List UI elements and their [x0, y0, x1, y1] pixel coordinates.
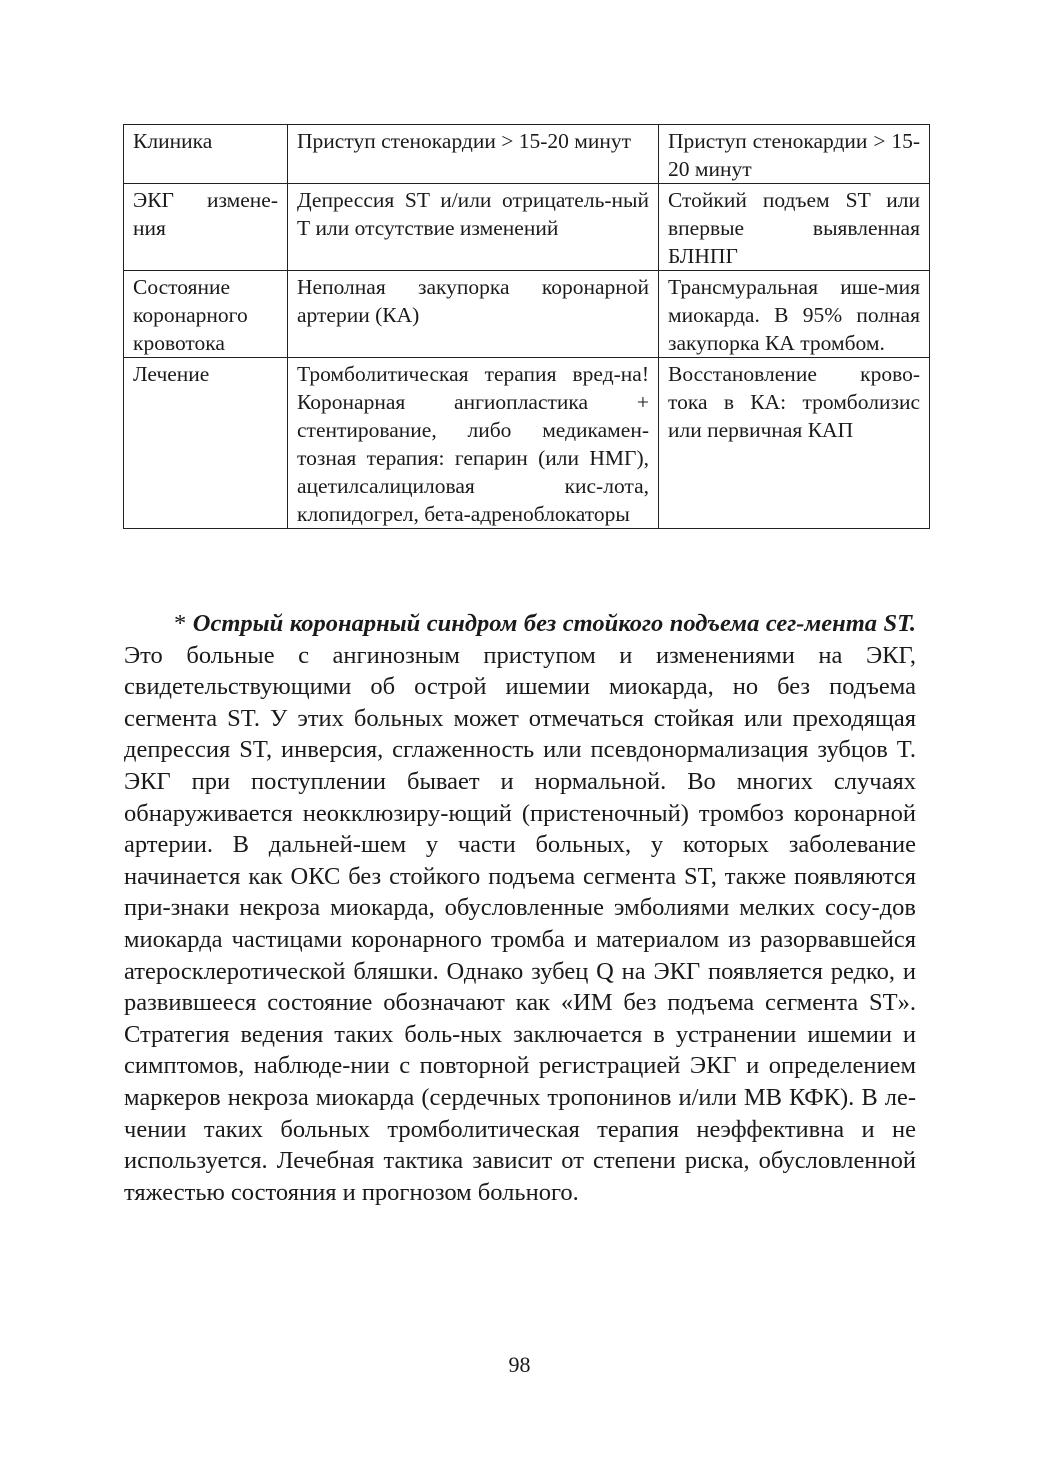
- table-cell: Неполная закупорка коронарной артерии (КА): [288, 271, 659, 358]
- table-row: [124, 184, 930, 271]
- table-cell: Приступ стенокардии > 15-20 минут: [659, 125, 930, 184]
- paragraph-text: Это больные с ангинозным приступом и изменениями на ЭКГ, свидетельствующими об острой ишемии миокарда, но без подъема сегмента ST. У этих больных может отмечаться стойкая или преходящая депрессия ST, инверсия, сглаженность или псевдонормализация зубцов T. ЭКГ при поступлении бывает и нормальной. Во многих случаях обнаруживается неокклюзиру-ющий (пристеночный) тромбоз коронарной артерии. В дальней-шем у части больных, у которых заболевание начинается как ОКС без стойкого подъема сегмента ST, также появляются при-знаки некроза миокарда, обусловленные эмболиями мелких сосу-дов миокарда частицами коронарного тромба и материалом из разорвавшейся атеросклеротической бляшки. Однако зубец Q на ЭКГ появляется редко, и развившееся состояние обозначают как «ИМ без подъема сегмента ST». Стратегия ведения таких боль-ных заключается в устранении ишемии и симптомов, наблюде-нии с повторной регистрацией ЭКГ и определением маркеров некроза миокарда (сердечных тропонинов и/или МВ КФК). В ле-чении таких больных тромболитическая терапия неэффективна и не используется. Лечебная тактика зависит от степени риска, обусловленной тяжестью состояния и прогнозом больного.: [124, 641, 916, 1206]
- table-row: [124, 358, 930, 529]
- row-label-cell: ЭКГ измене-ния: [124, 184, 288, 271]
- row-label-cell: Лечение: [124, 358, 288, 529]
- table-cell: Приступ стенокардии > 15-20 минут: [288, 125, 659, 184]
- body-paragraph: [124, 608, 916, 1208]
- comparison-table: [123, 124, 930, 529]
- table-row: [124, 125, 930, 184]
- table-cell: Восстановление крово-тока в КА: тромболизис или первичная КАП: [659, 358, 930, 529]
- table-row: [124, 271, 930, 358]
- table-cell: Стойкий подъем ST или впервые выявленная БЛНПГ: [659, 184, 930, 271]
- page-number: 98: [508, 1352, 531, 1377]
- table-cell: Тромболитическая терапия вред-на! Коронарная ангиопластика + стентирование, либо медикамен-тозная терапия: гепарин (или НМГ), ацетилсалициловая кис-лота, клопидогрел, бета-адреноблокаторы: [288, 358, 659, 529]
- paragraph-marker: *: [174, 610, 193, 637]
- row-label-cell: Состояние коронарного кровотока: [124, 271, 288, 358]
- row-label-cell: Клиника: [124, 125, 288, 184]
- table-cell: Трансмуральная ише-мия миокарда. В 95% полная закупорка КА тромбом.: [659, 271, 930, 358]
- paragraph-lead: Острый коронарный синдром без стойкого подъема сег-мента ST.: [192, 610, 916, 637]
- table-cell: Депрессия ST и/или отрицатель-ный Т или отсутствие изменений: [288, 184, 659, 271]
